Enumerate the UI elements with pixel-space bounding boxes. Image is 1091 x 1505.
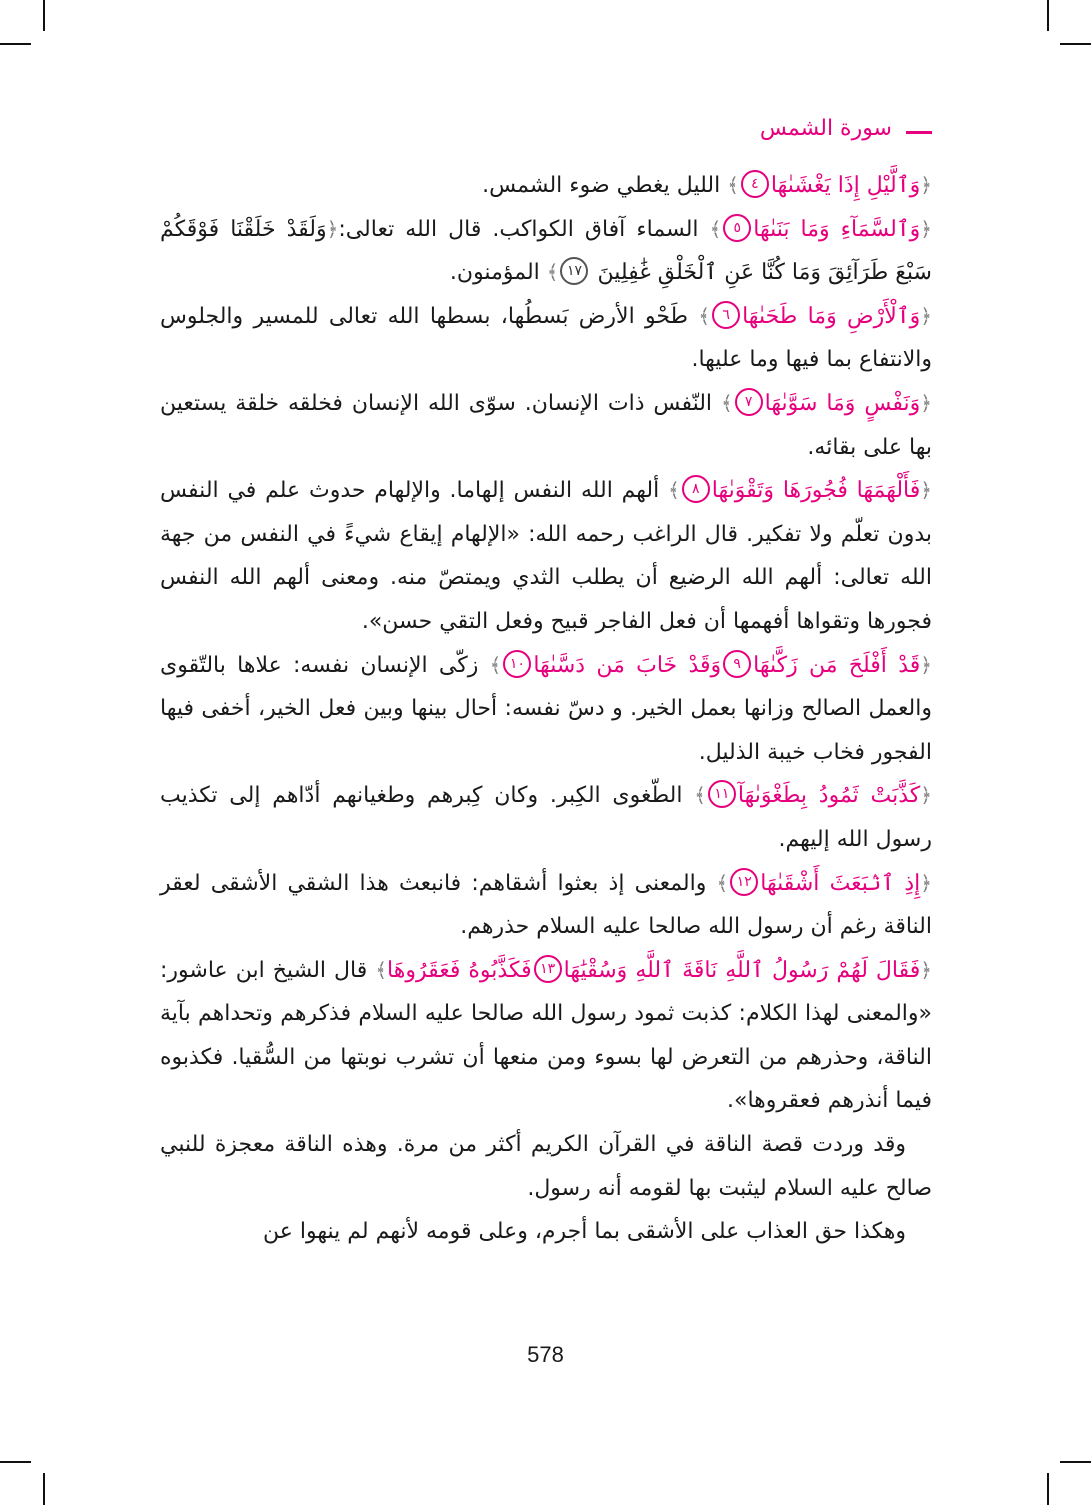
- paragraph-ayah-12: [160, 862, 932, 949]
- page-number: 578: [527, 1342, 564, 1367]
- explanation-text: قال الشيخ ابن عاشور: «والمعنى لهذا الكلام: كذبت ثمود رسول الله صالحا عليه السلام فذكرهم وتحداهم بآية الناقة، وحذرهم من التعرض لها بسوء ومن منعها أن تشرب نوبتها من السُّقيا. فكذبوه فيما أنذرهم فعقروها».: [160, 957, 932, 1114]
- ayah-number-ornament-icon: ٨: [682, 475, 710, 503]
- close-bracket-icon: ﴾: [727, 173, 739, 197]
- quran-verse: فَأَلْهَمَهَا فُجُورَهَا وَتَقْوَىٰهَا: [711, 478, 921, 504]
- close-bracket-icon: ﴾: [720, 390, 733, 415]
- explanation-text: والمعنى إذ بعثوا أشقاهم: فانبعث هذا الشقي الأشقى لعقر الناقة رغم أن رسول الله صالحا عليه السلام حذرهم.: [160, 870, 932, 940]
- quran-verse: إِذِ ٱنۢبَعَثَ أَشْقَىٰهَا: [760, 870, 921, 896]
- surah-title: سورة الشمس: [759, 115, 892, 141]
- crop-mark-top-left-h: [0, 43, 31, 45]
- ayah-number-ornament-icon: ٧: [735, 388, 763, 416]
- explanation-text: النّفس ذات الإنسان. سوّى الله الإنسان فخلقه خلقة يستعين بها على بقائه.: [160, 390, 932, 460]
- paragraph-ayah-11: [160, 774, 932, 861]
- ayah-number-ornament-icon: ١٣: [534, 955, 562, 983]
- close-bracket-icon: ﴾: [668, 478, 680, 503]
- quran-verse: قَدْ أَفْلَحَ مَن زَكَّىٰهَا: [753, 652, 921, 678]
- ayah-number-ornament-icon: ٦: [712, 301, 740, 329]
- explanation-text: الطّغوى الكِبر. وكان كِبرهم وطغيانهم أدّاهم إلى تكذيب رسول الله إليهم.: [160, 783, 932, 852]
- paragraph-ayah-8: [160, 469, 932, 643]
- open-bracket-icon: ﴿: [920, 303, 932, 328]
- open-bracket-icon: ﴿: [920, 216, 933, 241]
- paragraph-ayah-6: [160, 295, 932, 382]
- close-bracket-icon: ﴾: [694, 783, 706, 808]
- close-bracket-icon: ﴾: [709, 216, 722, 241]
- ayah-number-ornament-icon: ٤: [741, 170, 769, 198]
- explanation-text: وهكذا حق العذاب على الأشقى بما أجرم، وعلى قومه لأنهم لم ينهوا عن: [262, 1219, 906, 1245]
- explanation-text: زكّى الإنسان نفسه: علاها بالتّقوى والعمل الصالح وزانها بعمل الخير. و دسّ نفسه: أحال بينها وبين فعل الخير، أخفى فيها الفجور فخاب خيبة الذليل.: [160, 652, 932, 765]
- quran-verse: وَقَدْ خَابَ مَن دَسَّىٰهَا: [533, 652, 722, 678]
- quran-verse: فَكَذَّبُوهُ فَعَقَرُوهَا: [387, 957, 532, 983]
- explanation-text: الليل يغطي ضوء الشمس.: [482, 173, 721, 198]
- paragraph-commentary: [160, 1123, 932, 1210]
- open-bracket-icon: ﴿: [920, 652, 932, 677]
- close-bracket-icon: ﴾: [546, 260, 559, 285]
- ayah-number-ornament-icon: ٩: [723, 650, 751, 678]
- crop-mark-top-left-v: [43, 0, 45, 31]
- open-bracket-icon: ﴿: [920, 478, 932, 503]
- close-bracket-icon: ﴾: [698, 303, 711, 328]
- paragraph-ayah-7: [160, 382, 932, 469]
- ayah-number-ornament-icon: ١٠: [503, 650, 531, 678]
- quran-verse: وَٱلسَّمَآءِ وَمَا بَنَىٰهَا: [753, 216, 921, 242]
- explanation-text: السماء آفاق الكواكب. قال الله تعالى:: [338, 216, 699, 242]
- open-bracket-icon: ﴿: [326, 216, 339, 241]
- explanation-text: طَحْو الأرض بَسطُها، بسطها الله تعالى للمسير والجلوس والانتفاع بما فيها وما عليها.: [160, 303, 932, 373]
- close-bracket-icon: ﴾: [375, 957, 388, 982]
- open-bracket-icon: ﴿: [920, 870, 932, 895]
- crop-mark-bottom-left-h: [0, 1461, 31, 1463]
- open-bracket-icon: ﴿: [920, 390, 932, 415]
- paragraph-ayah-4: [160, 164, 932, 208]
- ayah-number-ornament-icon: ١٧: [560, 257, 588, 285]
- tafsir-body: [160, 164, 932, 1254]
- close-bracket-icon: ﴾: [489, 652, 502, 677]
- quran-verse: وَٱلَّيْلِ إِذَا يَغْشَىٰهَا: [770, 173, 921, 198]
- quran-verse: وَٱلْأَرْضِ وَمَا طَحَىٰهَا: [742, 303, 921, 329]
- ayah-number-ornament-icon: ٥: [723, 214, 751, 242]
- ayah-number-ornament-icon: ١٢: [730, 868, 758, 896]
- open-bracket-icon: ﴿: [920, 783, 933, 808]
- paragraph-ayah-5: [160, 208, 932, 295]
- ayah-number-ornament-icon: ١١: [708, 780, 736, 808]
- close-bracket-icon: ﴾: [716, 870, 729, 895]
- header-rule: [906, 131, 932, 134]
- crop-mark-top-right-h: [1060, 43, 1091, 45]
- paragraph-ayah-13-14: [160, 949, 932, 1123]
- explanation-text: وقد وردت قصة الناقة في القرآن الكريم أكثر من مرة. وهذه الناقة معجزة للنبي صالح عليه السلام ليثبت بها لقومه أنه رسول.: [160, 1132, 932, 1201]
- cross-reference-source: المؤمنون.: [449, 260, 540, 286]
- quran-verse: كَذَّبَتْ ثَمُودُ بِطَغْوَىٰهَآ: [737, 783, 921, 809]
- open-bracket-icon: ﴿: [920, 173, 932, 197]
- crop-mark-top-right-v: [1047, 0, 1049, 31]
- running-header: [700, 110, 932, 146]
- open-bracket-icon: ﴿: [920, 957, 932, 982]
- crop-mark-bottom-right-v: [1047, 1473, 1049, 1505]
- quran-verse: وَنَفْسٍ وَمَا سَوَّىٰهَا: [764, 390, 921, 416]
- cross-reference-verse: وَلَقَدْ خَلَقْنَا فَوْقَكُمْ سَبْعَ طَرَآئِقَ وَمَا كُنَّا عَنِ ٱلْخَلْقِ غَٰفِلِينَ: [160, 216, 932, 286]
- paragraph-ayah-9-10: [160, 644, 932, 775]
- explanation-text: ألهم الله النفس إلهاما. والإلهام حدوث علم في النفس بدون تعلّم ولا تفكير. قال الراغب رحمه الله: «الإلهام إيقاع شيءً في النفس من جهة الله تعالى: ألهم الله الرضيع أن يطلب الثدي ويمتصّ منه. ومعنى ألهم الله النفس فجورها وتقواها أفهمها أن فعل الفاجر قبيح وفعل التقي حسن».: [160, 478, 932, 634]
- crop-mark-bottom-right-h: [1060, 1461, 1091, 1463]
- paragraph-commentary: [160, 1210, 932, 1254]
- quran-verse: فَقَالَ لَهُمْ رَسُولُ ٱللَّهِ نَاقَةَ ٱللَّهِ وَسُقْيَٰهَا: [563, 957, 921, 983]
- crop-mark-bottom-left-v: [43, 1473, 45, 1505]
